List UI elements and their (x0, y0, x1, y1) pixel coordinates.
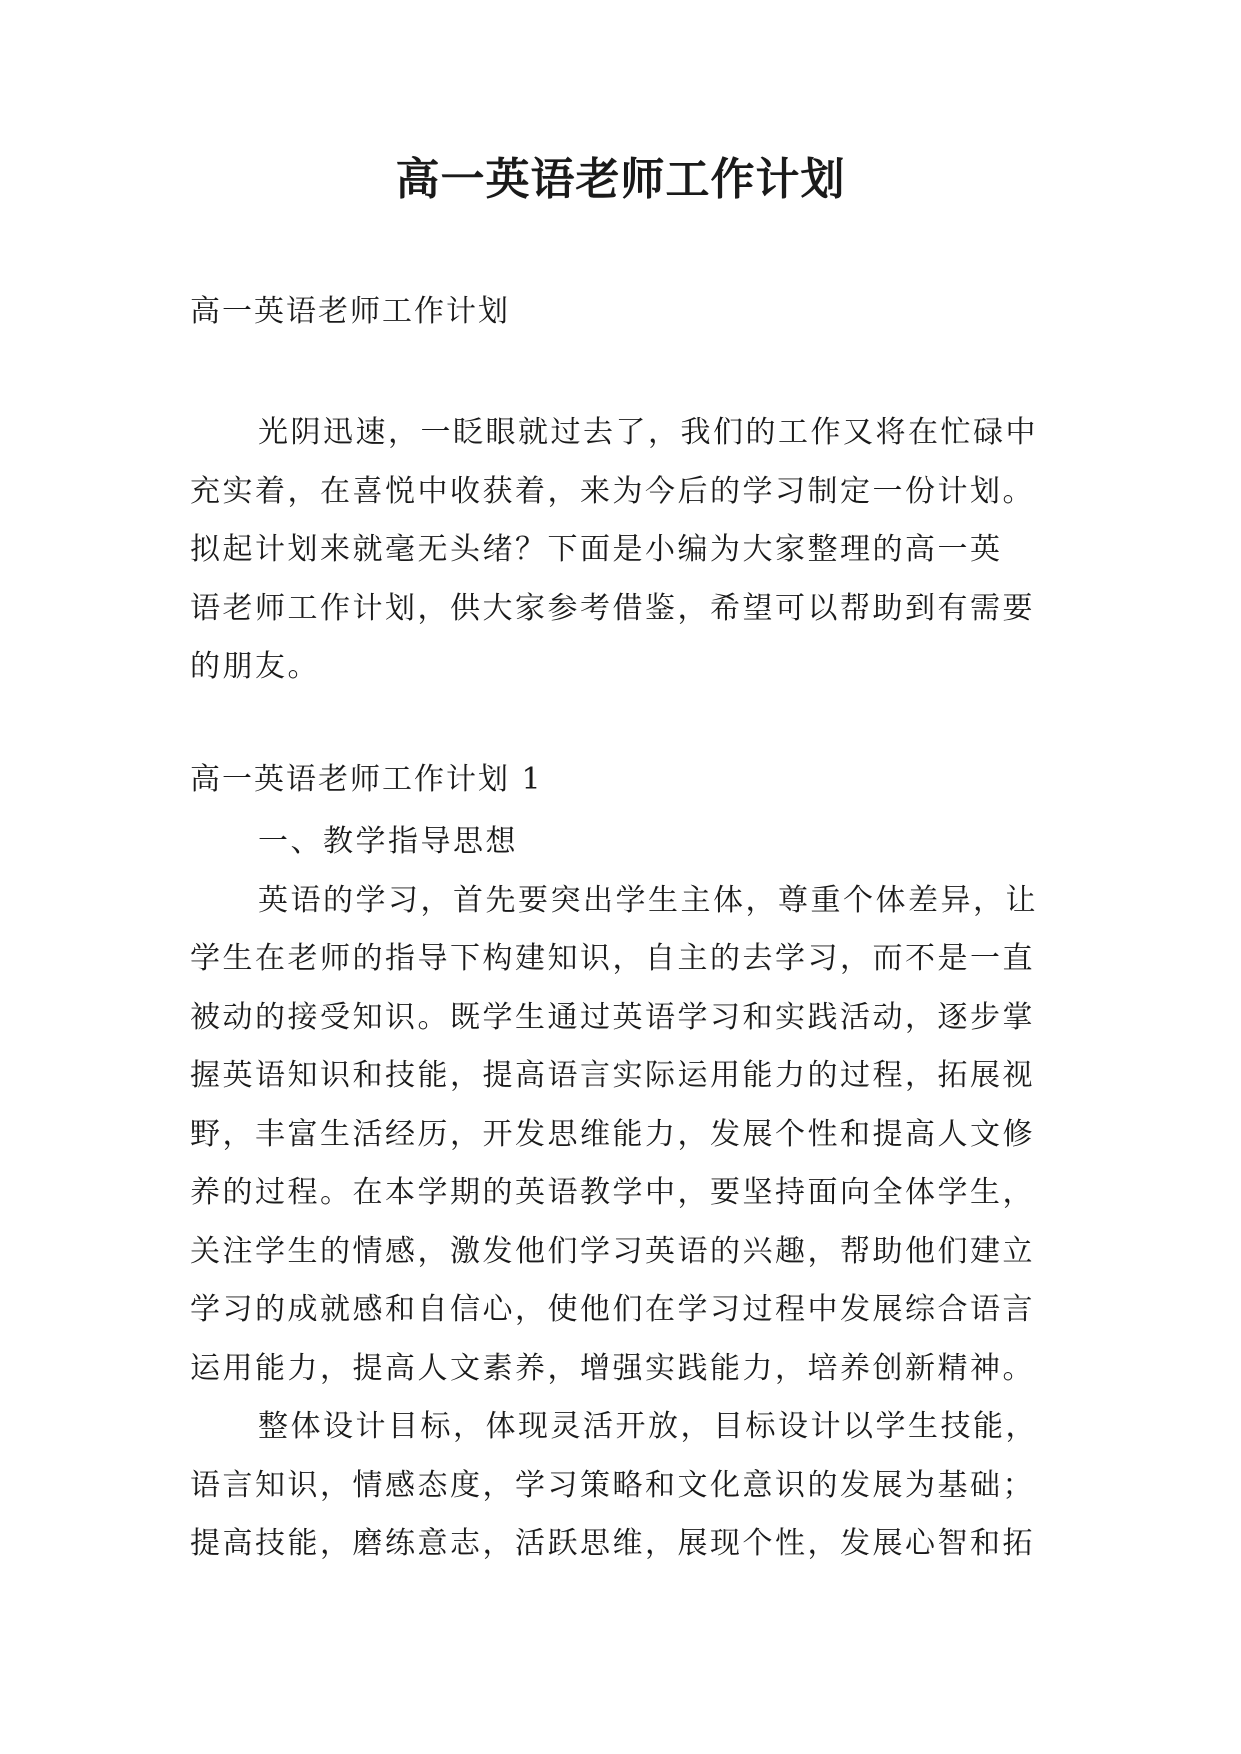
intro-line: 语老师工作计划，供大家参考借鉴，希望可以帮助到有需要 (190, 590, 1035, 626)
body-line: 语言知识，情感态度，学习策略和文化意识的发展为基础； (190, 1467, 1035, 1503)
section-heading: 高一英语老师工作计划 1 (190, 762, 543, 797)
intro-line: 的朋友。 (190, 649, 320, 684)
body-line: 英语的学习，首先要突出学生主体，尊重个体差异，让 (258, 882, 1038, 918)
body-line: 野，丰富生活经历，开发思维能力，发展个性和提高人文修 (190, 1116, 1035, 1152)
intro-paragraph (190, 404, 1070, 697)
body-line: 握英语知识和技能，提高语言实际运用能力的过程，拓展视 (190, 1058, 1035, 1093)
section-body (190, 813, 1070, 1574)
body-line: 被动的接受知识。既学生通过英语学习和实践活动，逐步掌 (190, 999, 1035, 1035)
body-line: 整体设计目标，体现灵活开放，目标设计以学生技能， (258, 1409, 1038, 1444)
document-subtitle: 高一英语老师工作计划 (190, 294, 510, 329)
intro-line: 光阴迅速，一眨眼就过去了，我们的工作又将在忙碌中 (258, 415, 1038, 450)
body-line: 关注学生的情感，激发他们学习英语的兴趣，帮助他们建立 (190, 1233, 1035, 1269)
intro-line: 充实着，在喜悦中收获着，来为今后的学习制定一份计划。 (190, 473, 1035, 509)
section-subheading: 一、教学指导思想 (258, 824, 518, 859)
body-line: 学生在老师的指导下构建知识，自主的去学习，而不是一直 (190, 941, 1035, 976)
intro-line: 拟起计划来就毫无头绪？下面是小编为大家整理的高一英 (190, 532, 1003, 567)
body-line: 提高技能，磨练意志，活跃思维，展现个性，发展心智和拓 (190, 1526, 1035, 1561)
body-line: 养的过程。在本学期的英语教学中，要坚持面向全体学生， (190, 1175, 1035, 1210)
body-line: 运用能力，提高人文素养，增强实践能力，培养创新精神。 (190, 1350, 1035, 1386)
body-line: 学习的成就感和自信心，使他们在学习过程中发展综合语言 (190, 1292, 1035, 1327)
document-title: 高一英语老师工作计划 (395, 154, 846, 205)
